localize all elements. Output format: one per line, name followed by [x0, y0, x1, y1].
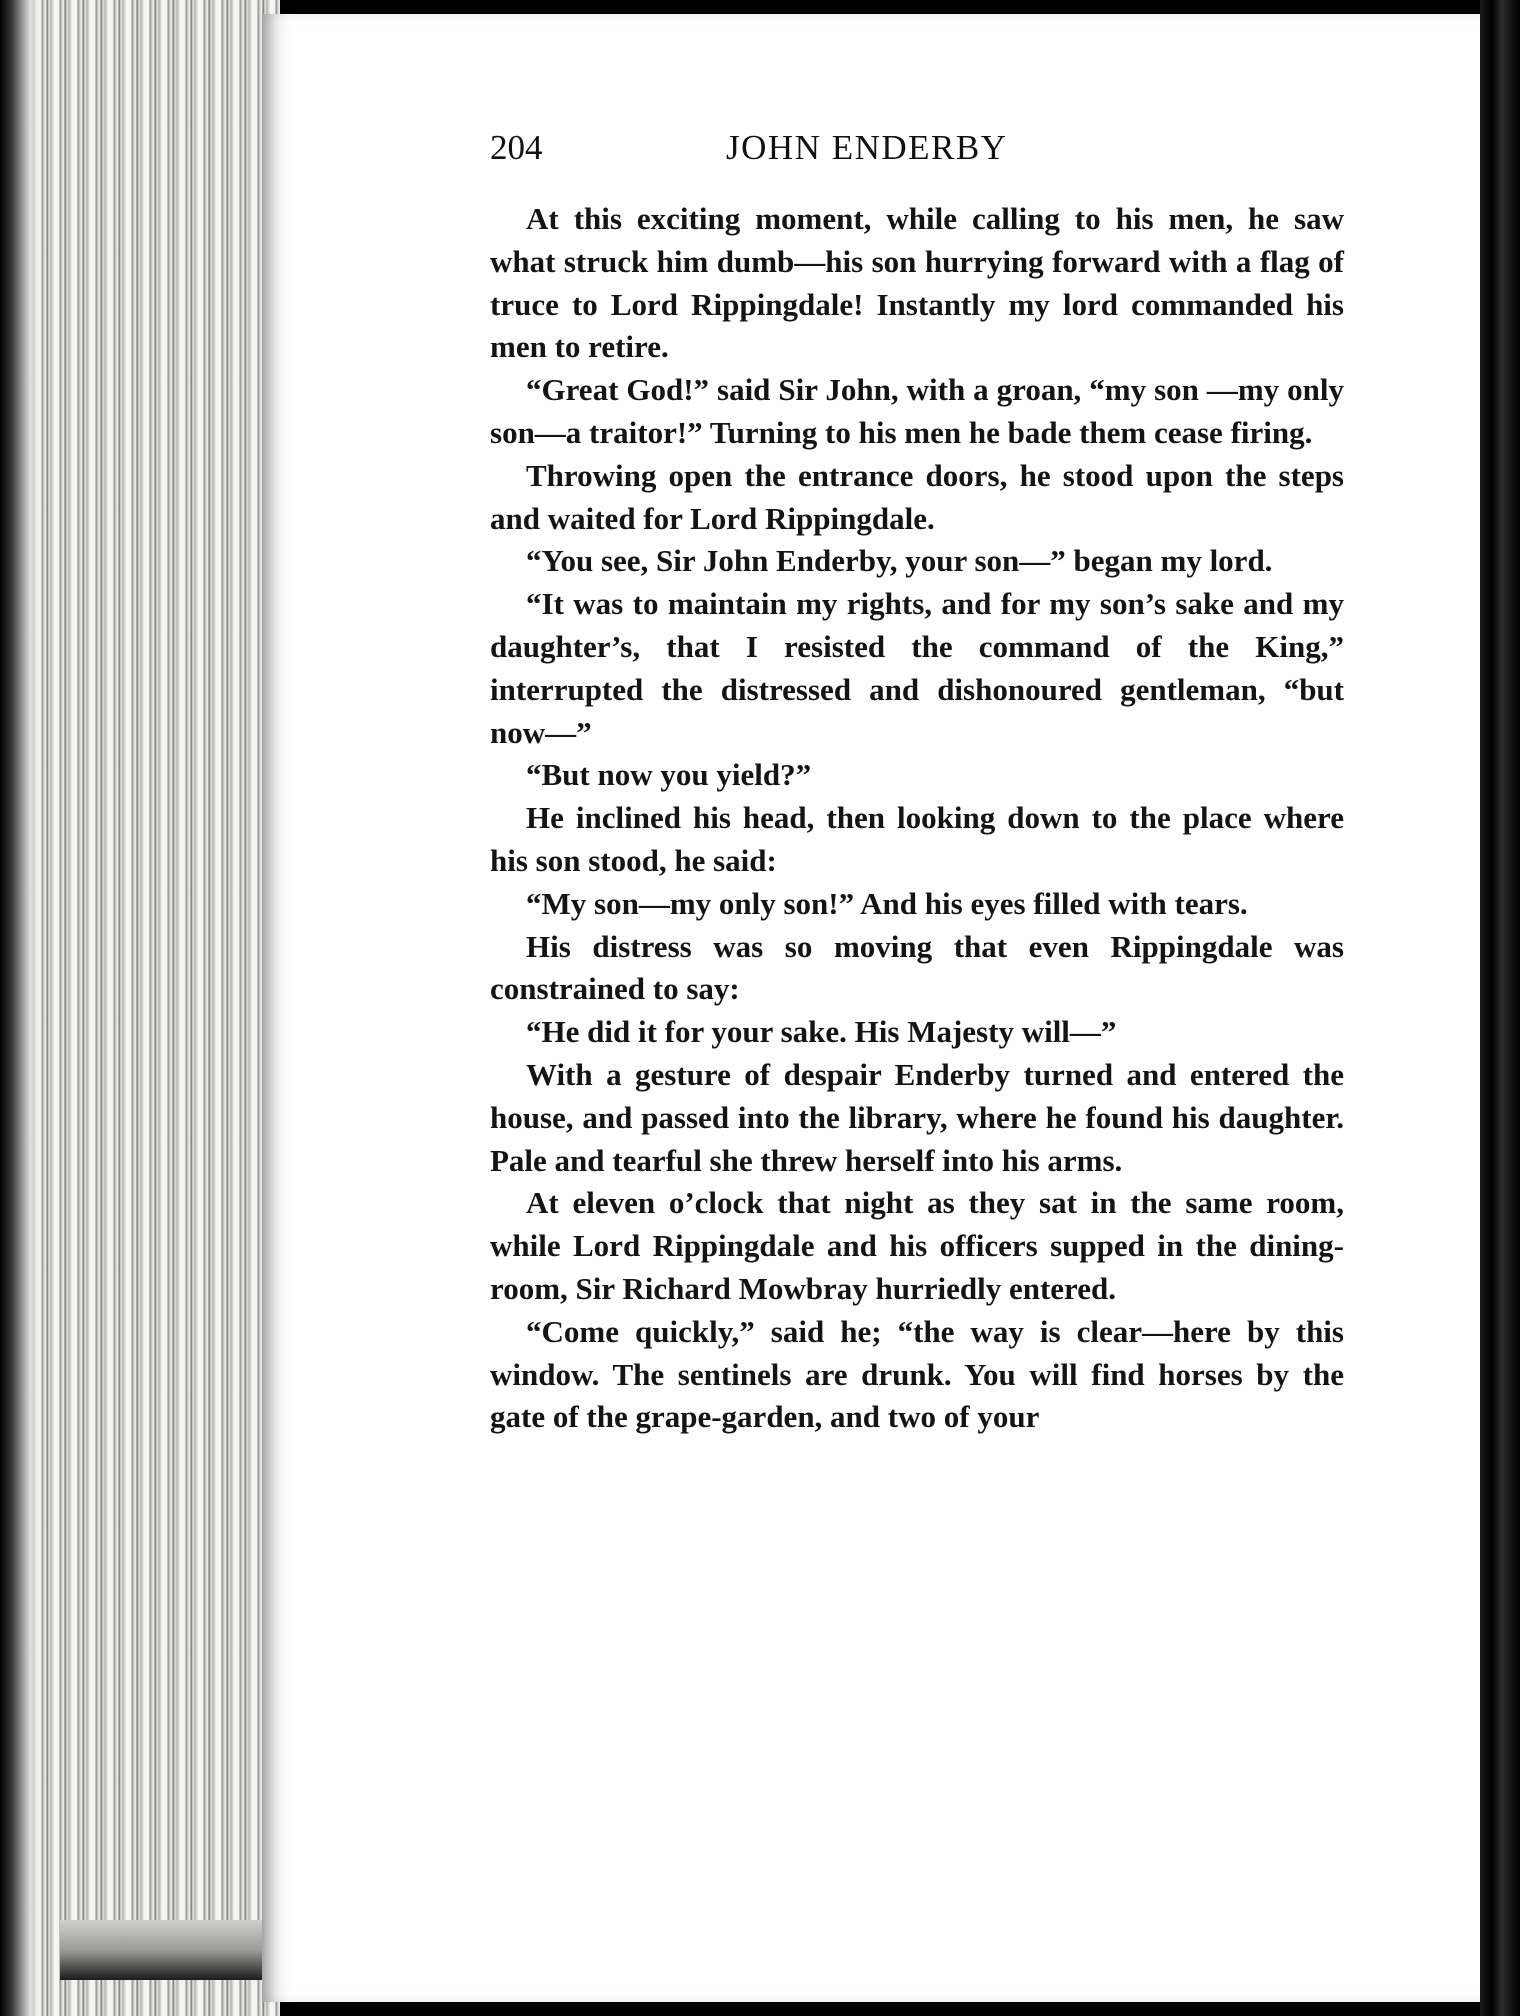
- page-edges-bottom: [60, 1920, 290, 1980]
- paragraph: “You see, Sir John Enderby, your son—” began my lord.: [526, 543, 1273, 579]
- paragraph: “But now you yield?”: [526, 757, 812, 793]
- paragraph: At eleven o’clock that night as they sat in the same room, while Lord Rippingdale and his officers supped in the dining-room, Sir Richard Mowbray hurriedly entered.: [490, 1185, 1344, 1306]
- paragraph: Throwing open the entrance doors, he stood upon the steps and waited for Lord Rippingdale.: [490, 457, 1344, 536]
- paragraph: “It was to maintain my rights, and for my son’s sake and my daughter’s, that I resisted the command of the King,” interrupted the distressed and dishonoured gentleman, “but now—”: [490, 586, 1344, 750]
- body-text: [490, 198, 1344, 1439]
- paragraph: He inclined his head, then looking down to the place where his son stood, he said:: [490, 800, 1344, 878]
- spine-shadow: [0, 0, 40, 2016]
- running-head: JOHN ENDERBY: [726, 128, 1008, 167]
- page-header: [490, 128, 1080, 178]
- book-page-edges: [0, 0, 280, 2016]
- paragraph: “Great God!” said Sir John, with a groan, “my son —my only son—a traitor!” Turning to his men he bade them cease firing.: [490, 372, 1344, 450]
- paragraph: At this exciting moment, while calling to his men, he saw what struck him dumb—his son hurrying forward with a flag of truce to Lord Rippingdale! Instantly my lord commanded his men to retire.: [490, 201, 1344, 365]
- right-page-rim: [1480, 0, 1520, 2016]
- paragraph: His distress was so moving that even Rippingdale was constrained to say:: [490, 928, 1344, 1007]
- paragraph: “Come quickly,” said he; “the way is clear—here by this window. The sentinels are drunk. You will find horses by the gate of the grape-garden, and two of your: [490, 1313, 1344, 1435]
- paragraph: “He did it for your sake. His Majesty will—”: [526, 1014, 1117, 1050]
- paragraph: With a gesture of despair Enderby turned and entered the house, and passed into the library, where he found his daughter. Pale and tearful she threw herself into his arms.: [490, 1056, 1344, 1178]
- page-number: 204: [490, 128, 543, 167]
- paragraph: “My son—my only son!” And his eyes filled with tears.: [526, 885, 1248, 921]
